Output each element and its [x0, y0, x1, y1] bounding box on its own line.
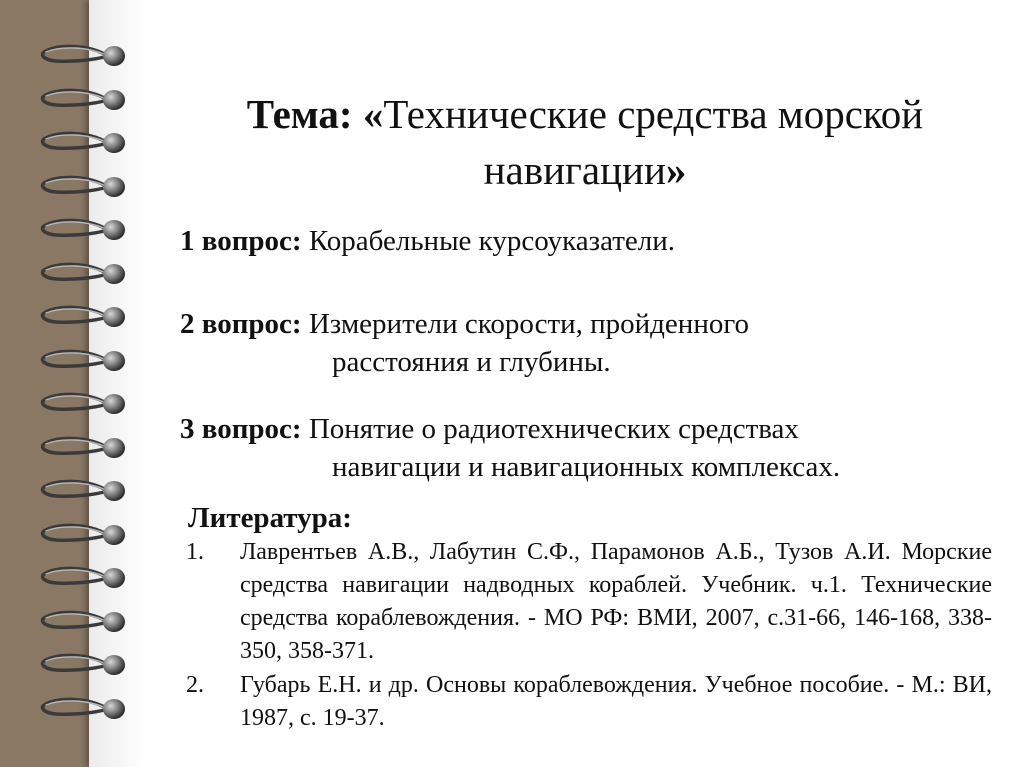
literature-heading: Литература: — [188, 502, 352, 534]
question-3 — [180, 410, 840, 486]
spiral-binding-ring-icon — [38, 517, 138, 551]
spiral-binding — [0, 0, 160, 767]
question-label: 1 вопрос: — [180, 225, 302, 257]
literature-item-text: Губарь Е.Н. и др. Основы кораблевождения. Учебное пособие. - М.: ВИ, 1987, с. 19-37. — [240, 672, 992, 731]
spiral-binding-ring-icon — [38, 430, 138, 464]
question-text-continued: навигации и навигационных комплексах. — [332, 451, 841, 483]
question-label: 3 вопрос: — [180, 413, 302, 445]
literature-list — [186, 536, 992, 735]
literature-item-number: 2. — [186, 672, 204, 698]
spiral-binding-ring-icon — [38, 169, 138, 203]
literature-item — [186, 536, 992, 668]
title-open-quote: « — [362, 91, 384, 137]
spiral-binding-ring-icon — [38, 125, 138, 159]
slide-title — [170, 86, 1000, 198]
spiral-binding-ring-icon — [38, 473, 138, 507]
spiral-binding-ring-icon — [38, 647, 138, 681]
spiral-binding-ring-icon — [38, 256, 138, 290]
question-text: Корабельные курсоуказатели. — [308, 225, 676, 257]
question-text-continued: расстояния и глубины. — [332, 346, 611, 378]
title-line-2: навигации — [483, 147, 666, 193]
question-2 — [180, 305, 749, 381]
spiral-binding-ring-icon — [38, 343, 138, 377]
spiral-binding-ring-icon — [38, 386, 138, 420]
title-prefix: Тема: — [246, 91, 353, 137]
spiral-binding-ring-icon — [38, 691, 138, 725]
spiral-binding-ring-icon — [38, 82, 138, 116]
title-line-1: Технические средства морской — [383, 91, 924, 137]
spiral-binding-ring-icon — [38, 212, 138, 246]
literature-item — [186, 669, 992, 735]
question-label: 2 вопрос: — [180, 308, 302, 340]
spiral-binding-ring-icon — [38, 560, 138, 594]
question-1 — [180, 222, 675, 260]
literature-item-number: 1. — [186, 539, 204, 565]
question-text: Измерители скорости, пройденного — [308, 308, 750, 340]
title-close-quote: » — [665, 147, 687, 193]
spiral-binding-ring-icon — [38, 604, 138, 638]
literature-item-text: Лаврентьев А.В., Лабутин С.Ф., Парамонов А.Б., Тузов А.И. Морские средства навигации надводных кораблей. Учебник. ч.1. Технические средства кораблевождения. - МО РФ: ВМИ, 2007, с.31-66, 146-168, 338-350, 358-371. — [240, 539, 992, 664]
question-text: Понятие о радиотехнических средствах — [308, 413, 799, 445]
spiral-binding-ring-icon — [38, 299, 138, 333]
spiral-binding-ring-icon — [38, 38, 138, 72]
